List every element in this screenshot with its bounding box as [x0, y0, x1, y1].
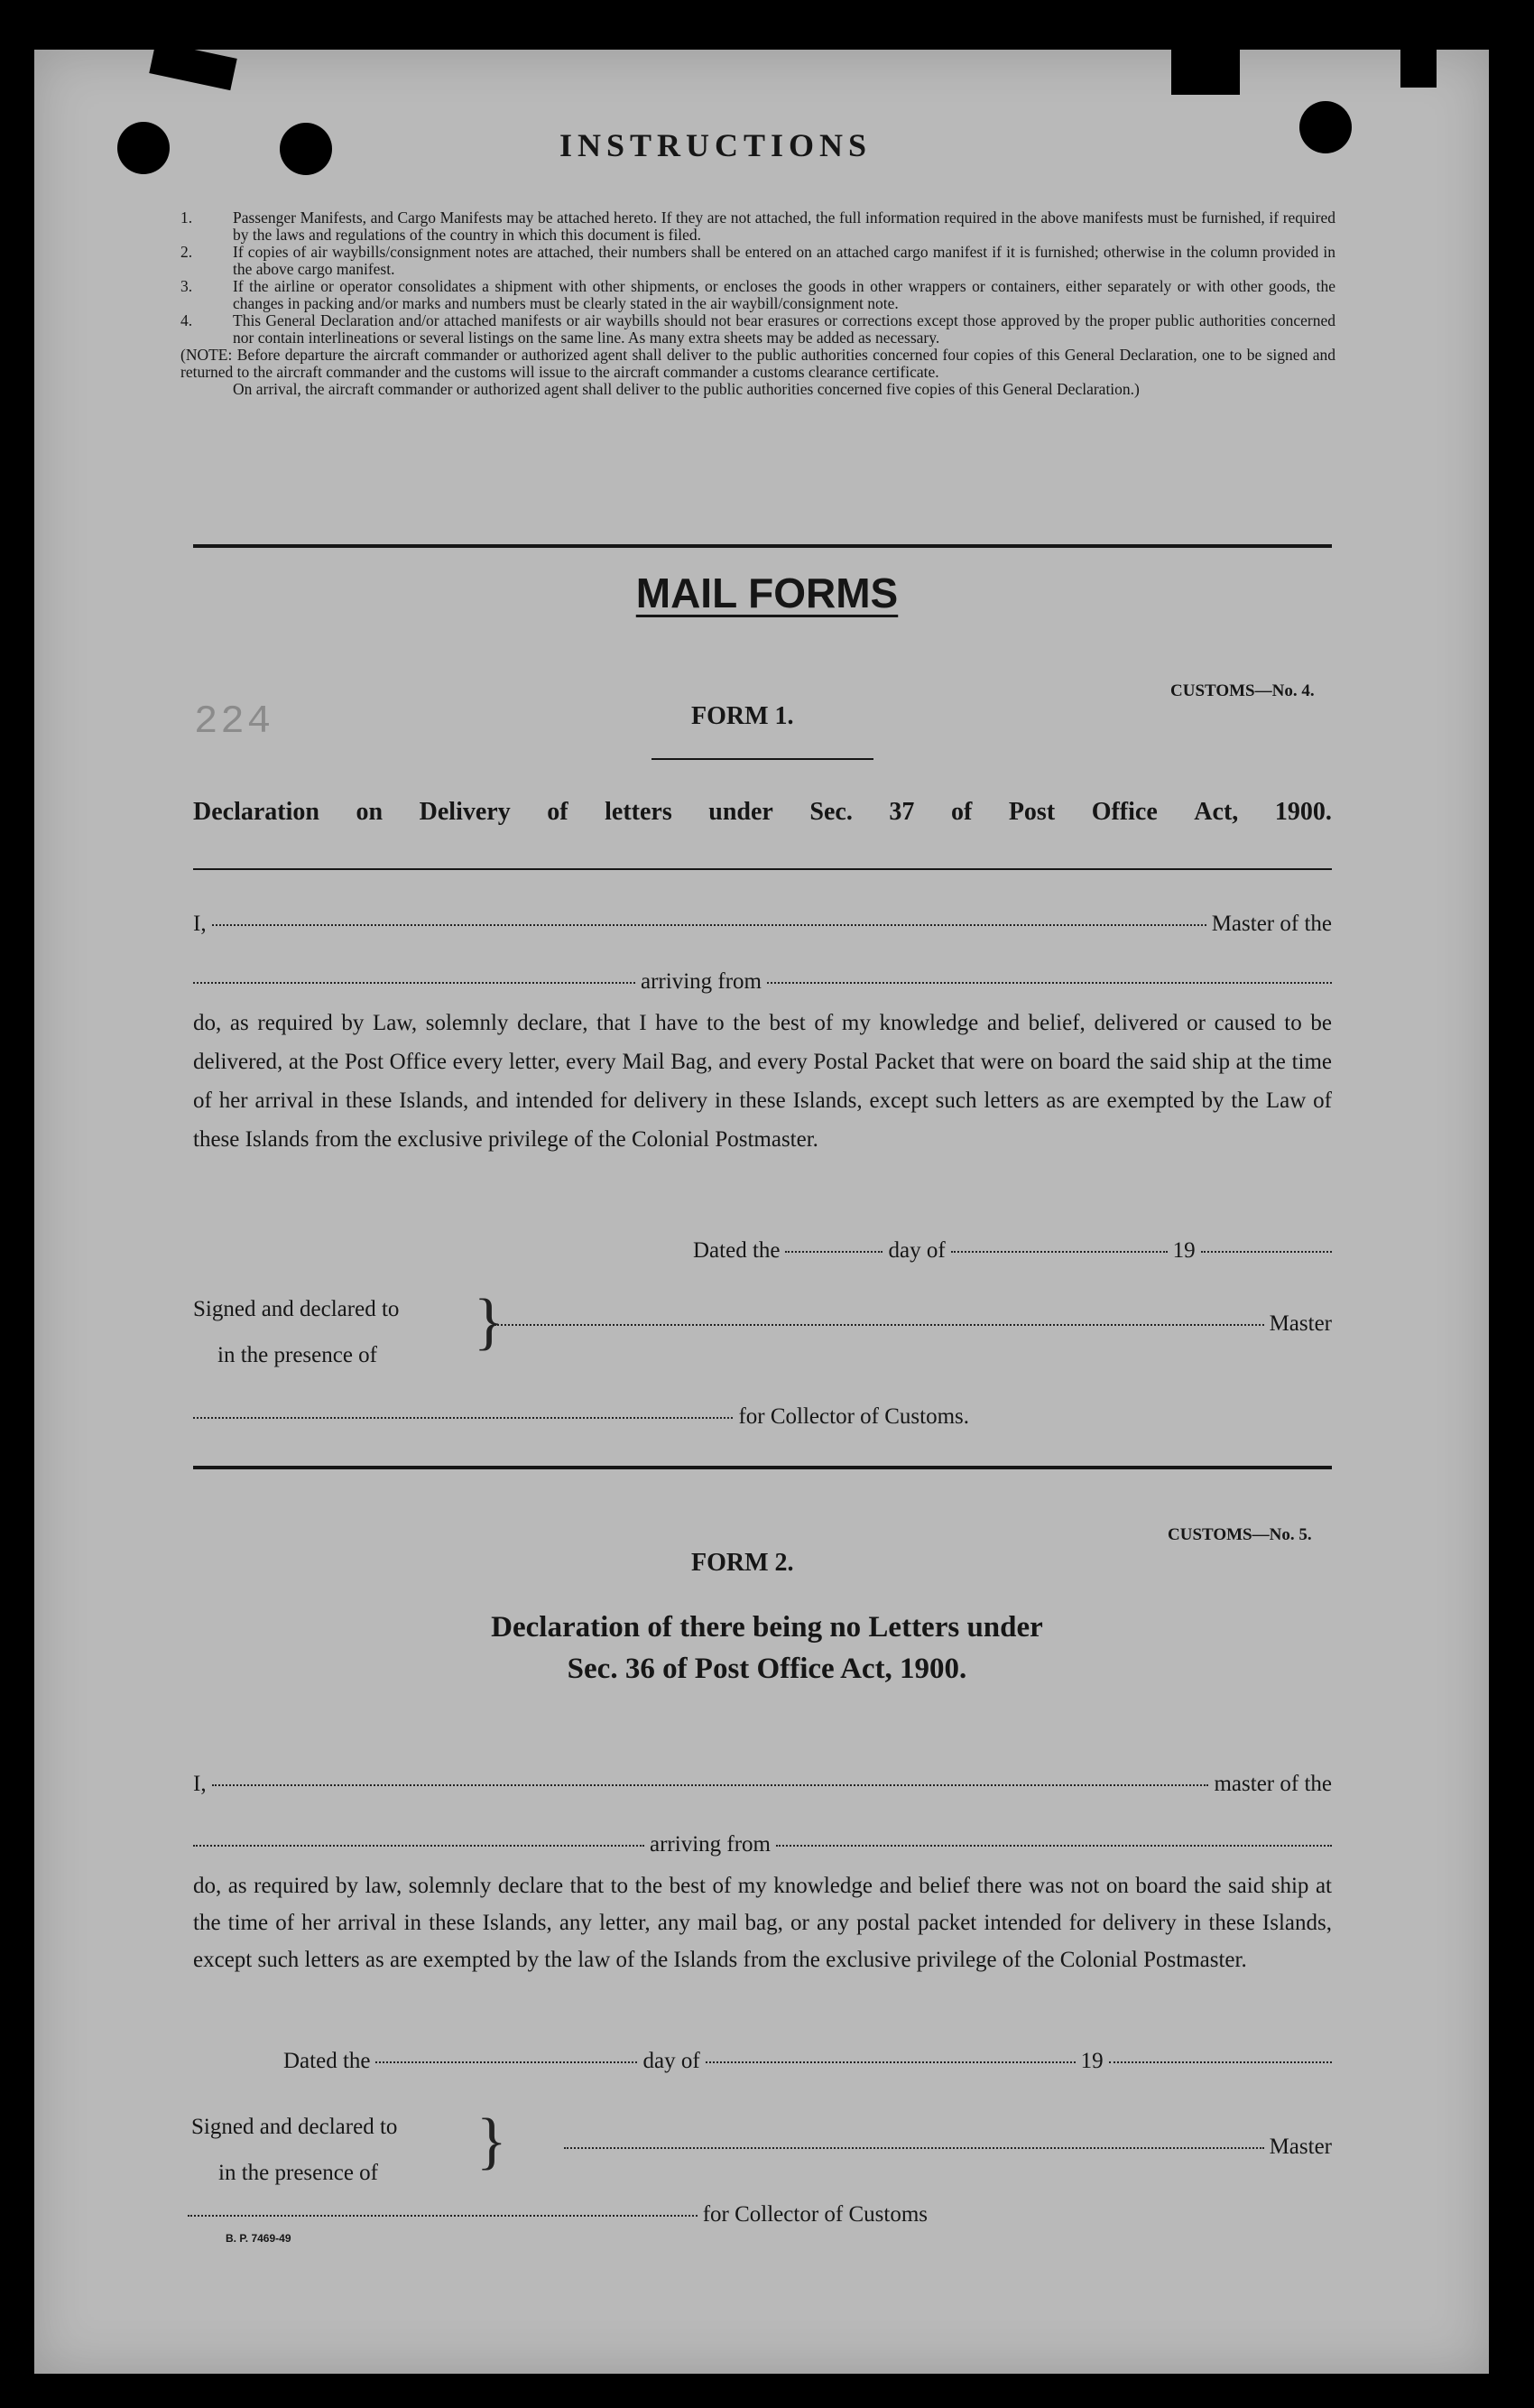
document-page [34, 50, 1489, 2374]
stamped-number: 224 [194, 699, 274, 745]
form2-collector-line [188, 2202, 928, 2227]
form1-title-word: Declaration [193, 798, 319, 826]
instruction-text: If the airline or operator consolidates a shipment with other shipments, or encloses the goods in other wrappers or containers, either separately or with other goods, the changes in packing and/or marks and numbers must be clearly stated in the air waybill/consignment note. [233, 277, 1335, 312]
form1-month-field[interactable] [951, 1251, 1168, 1253]
form2-ship-name-field[interactable] [193, 1845, 644, 1847]
form1-signed-line1: Signed and declared to [193, 1297, 400, 1321]
form1-dated-the-label: Dated the [693, 1238, 781, 1263]
form2-year-label: 19 [1080, 2049, 1104, 2073]
form2-master-signature-line [564, 2135, 1332, 2160]
instruction-item [180, 209, 1335, 244]
form2-i-label: I, [193, 1772, 207, 1796]
form1-declaration-paragraph: do, as required by Law, solemnly declare, that I have to the best of my knowledge and belief, delivered or caused to be delivered, at the Post Office every letter, every Mail Bag, and every Postal Packet that were on board the said ship at the time of her arrival in these Islands, and intended for delivery in these Islands, except such letters as are exempted by the Law of these Islands from the exclusive privilege of the Colonial Postmaster. [193, 1011, 1332, 1152]
form1-collector-signature-field[interactable] [193, 1417, 733, 1419]
punch-hole-right [1299, 101, 1352, 153]
torn-tab-right [1171, 50, 1240, 95]
document-number: B. P. 7469-49 [226, 2232, 291, 2245]
form2-dated-line [283, 2049, 1332, 2074]
form1-heading-rule [651, 758, 873, 760]
form2-day-of-label: day of [642, 2049, 700, 2073]
form2-heading: FORM 2. [691, 1549, 794, 1577]
form2-arriving-line [193, 1832, 1332, 1857]
instruction-number: 3. [180, 277, 193, 295]
form1-customs-number: CUSTOMS—No. 4. [1170, 681, 1315, 700]
form1-arriving-line [193, 969, 1332, 995]
form1-master-signature-line [494, 1311, 1332, 1337]
form1-title-word: Act, [1194, 798, 1239, 826]
form1-signed-line2: in the presence of [217, 1343, 378, 1367]
form1-dated-line [693, 1238, 1332, 1264]
form2-title-line1: Declaration of there being no Letters under [491, 1611, 1043, 1644]
form1-ship-name-field[interactable] [193, 982, 635, 984]
instruction-note-continued: On arrival, the aircraft commander or authorized agent shall deliver to the public authorities concerned five copies of this General Declaration.) [233, 380, 1140, 398]
form1-title-word: of [547, 798, 568, 826]
instruction-text: If copies of air waybills/consignment notes are attached, their numbers shall be entered on an attached cargo manifest if it is furnished; otherwise in the column provided in the above cargo manifest. [233, 243, 1335, 278]
form1-master-label: Master [1269, 1311, 1332, 1336]
form1-master-of-the-label: Master of the [1211, 912, 1332, 936]
form2-origin-field[interactable] [776, 1845, 1332, 1847]
form1-title-word: Sec. [809, 798, 853, 826]
form2-collector-label: for Collector of Customs [702, 2202, 928, 2227]
form1-day-field[interactable] [785, 1251, 883, 1253]
form2-title-line2: Sec. 36 of Post Office Act, 1900. [567, 1653, 967, 1685]
form2-master-of-the-label: master of the [1214, 1772, 1332, 1796]
form2-dated-the-label: Dated the [283, 2049, 371, 2073]
form1-origin-field[interactable] [767, 982, 1332, 984]
punch-hole-center [280, 123, 332, 175]
divider-rule [193, 544, 1332, 548]
instruction-note: (NOTE: Before departure the aircraft commander or authorized agent shall deliver to the public authorities concerned four copies of this General Declaration, one to be signed and returned to the aircraft commander and the customs will issue to the aircraft commander a customs clearance certificate. [180, 346, 1335, 381]
mail-forms-heading-text: MAIL FORMS [635, 570, 899, 616]
form1-year-field[interactable] [1201, 1251, 1332, 1253]
form1-title-rule [193, 868, 1332, 870]
form1-title-word: Post [1008, 798, 1056, 826]
form1-declaration-title [193, 798, 1332, 827]
form2-signed-label [191, 2104, 397, 2196]
form2-declaration-paragraph: do, as required by law, solemnly declare that to the best of my knowledge and belief there was not on board the said ship at the time of her arrival in these Islands, any letter, any mail bag, or any postal packet intended for delivery in these Islands, except such letters as are exempted by the law of the Islands from the exclusive privilege of the Colonial Postmaster. [193, 1874, 1332, 1972]
form2-master-signature-field[interactable] [564, 2147, 1264, 2149]
form1-collector-label: for Collector of Customs. [738, 1404, 969, 1429]
form1-title-word: 37 [889, 798, 915, 826]
form1-year-label: 19 [1172, 1238, 1196, 1263]
instructions-title: INSTRUCTIONS [559, 127, 873, 163]
instruction-item [180, 278, 1335, 312]
mail-forms-heading [0, 569, 1534, 617]
form2-month-field[interactable] [706, 2061, 1076, 2063]
form2-master-label: Master [1269, 2135, 1332, 2159]
torn-tab-far-right [1400, 50, 1437, 88]
instruction-item [180, 312, 1335, 347]
form2-year-field[interactable] [1109, 2061, 1332, 2063]
form1-title-word: Delivery [419, 798, 511, 826]
form2-brace: } [476, 2107, 507, 2176]
form2-master-line [193, 1772, 1332, 1797]
form2-name-field[interactable] [212, 1784, 1209, 1786]
form1-day-of-label: day of [888, 1238, 946, 1263]
form1-heading: FORM 1. [691, 702, 794, 730]
instruction-number: 2. [180, 243, 193, 261]
form1-title-word: on [356, 798, 384, 826]
instruction-text: This General Declaration and/or attached manifests or air waybills should not bear erasures or corrections except those approved by the proper public authorities concerned nor contain interlineations or several listings on the same line. As many extra sheets may be added as necessary. [233, 311, 1335, 347]
form1-arriving-from-label: arriving from [641, 969, 762, 994]
form1-signed-label [193, 1286, 399, 1378]
form1-name-field[interactable] [212, 924, 1206, 926]
divider-rule [193, 1466, 1332, 1469]
punch-hole-left [117, 122, 170, 174]
form1-title-word: of [950, 798, 973, 826]
instructions-list [180, 209, 1335, 398]
form2-declaration-title [0, 1607, 1534, 1690]
form1-collector-line [193, 1404, 969, 1430]
form1-title-word: Office [1091, 798, 1158, 826]
form1-title-word: under [708, 798, 773, 826]
form2-signed-line1: Signed and declared to [191, 2115, 398, 2139]
form2-day-field[interactable] [375, 2061, 637, 2063]
form1-title-word: 1900. [1274, 798, 1332, 826]
instruction-number: 1. [180, 208, 193, 227]
form1-master-signature-field[interactable] [494, 1324, 1264, 1326]
form2-signed-line2: in the presence of [218, 2161, 379, 2185]
form2-customs-number: CUSTOMS—No. 5. [1168, 1525, 1312, 1544]
form1-master-line [193, 912, 1332, 937]
instruction-text: Passenger Manifests, and Cargo Manifests may be attached hereto. If they are not attached, the full information required in the above manifests must be furnished, if required by the laws and regulations of the country in which this document is filed. [233, 208, 1335, 244]
form2-arriving-from-label: arriving from [650, 1832, 771, 1857]
form2-collector-signature-field[interactable] [188, 2215, 698, 2217]
form1-brace: } [474, 1287, 504, 1357]
instruction-item [180, 244, 1335, 278]
form1-title-word: letters [605, 798, 672, 826]
instruction-number: 4. [180, 311, 193, 329]
form1-i-label: I, [193, 912, 207, 936]
